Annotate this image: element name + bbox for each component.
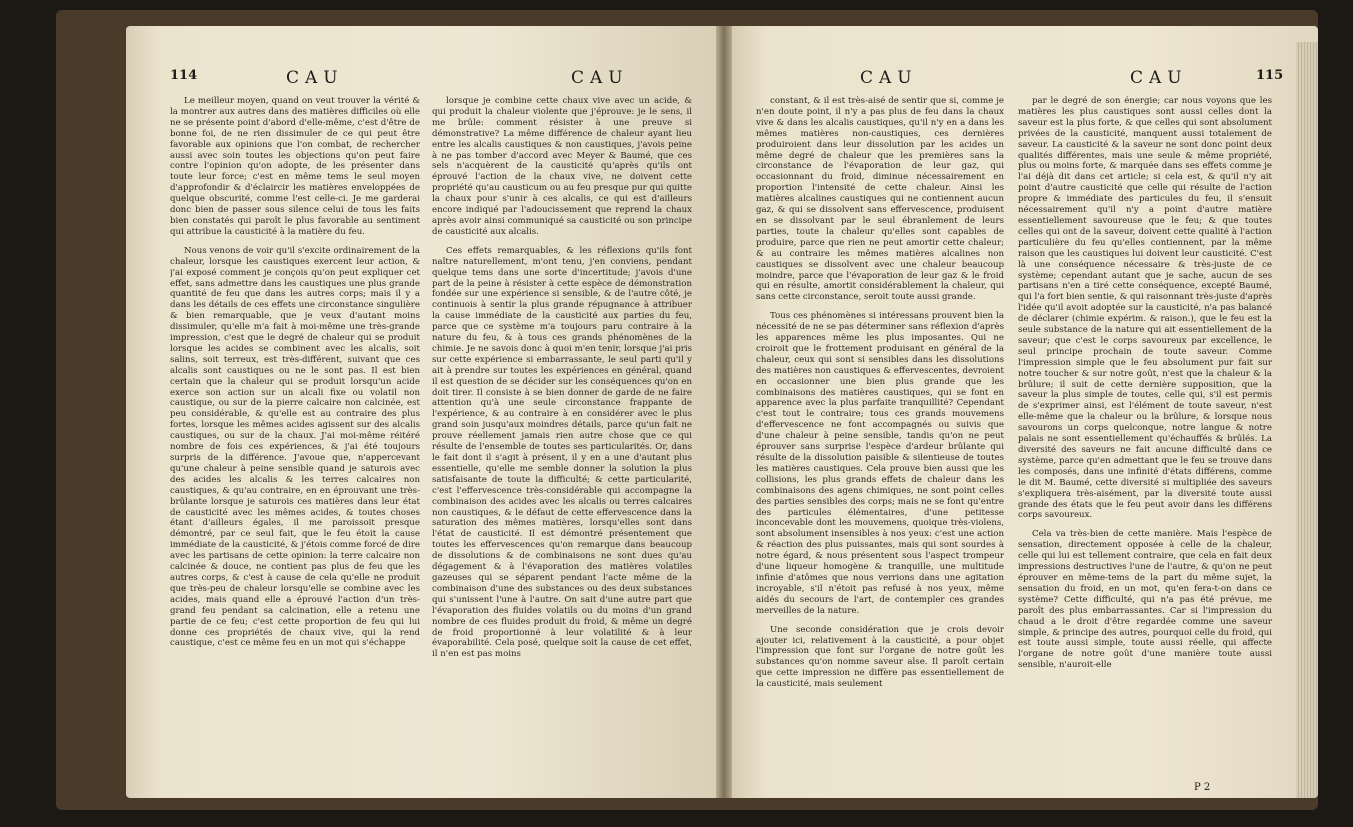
paragraph: constant, & il est très-aisé de sentir que si, comme je n'en doute point, il n'y a pas plus de feu dans la chaux vive & dans les alcalis caustiques, qu'il n'y en a dans les mêmes matières non-caustiques, ces dernières produiroient dans leur dissolution par les acides un même degré de chaleur que les premières sans la circonstance de l'évaporation de leur gaz, qui occasionnant du froid, diminue nécessairement en proportion l'intensité de cette chaleur. Ainsi les matières alcalines caustiques qui ne contiennent aucun gaz, & qui se dissolvent sans effervescence, produisent en se dissolvant par le seul ébranlement de leurs parties, toute la chaleur qu'elles sont capables de produire, parce que rien ne peut amortir cette chaleur; & au contraire les mêmes matières alcalines non caustiques se dissolvent avec une chaleur beaucoup moindre, parce que l'évaporation de leur gaz & le froid qui en résulte, amortit considérablement la chaleur, qui sans cette circonstance, seroit toute aussi grande. — [756, 96, 1004, 303]
paragraph: Tous ces phénomènes si intéressans prouvent bien la nécessité de ne se pas déterminer sans réflexion d'après les apparences même les plus imposantes. Qui ne croiroit que le frottement produisant en général de la chaleur, ceux qui sont si sensibles dans les dissolutions des matières non caustiques & effervescentes, devroient en occasionner une bien plus grande que les combinaisons des matières caustiques, qui se font en apparence avec la plus parfaite tranquillité? Cependant c'est tout le contraire; tous ces grands mouvemens d'effervescence ne font accompagnés ou suivis que d'une chaleur à peine sensible, tandis qu'on ne peut éprouver sans surprise l'espèce d'ardeur brûlante qui résulte de la dissolution paisible & silentieuse de toutes les matières caustiques. Cela prouve bien aussi que les collisions, les plus grands effets de chaleur dans les combinaisons des agens chimiques, ne sont point celles des parties sensibles des corps; mais ne se font qu'entre des particules élémentaires, d'une petitesse inconcevable dont les mouvemens, quoique très-violens, sont absolument insensibles à nos yeux: c'est une action & réaction des plus puissantes, mais qui sont sourdes à notre égard, & nous présentent sous l'aspect trompeur d'une liqueur homogène & tranquille, une multitude infinie d'atômes que nous verrions dans une agitation incroyable, s'il n'étoit pas refusé à nos yeux, même aidés du secours de l'art, de contempler ces grandes merveilles de la nature. — [756, 311, 1004, 616]
running-head: CAU — [286, 68, 344, 88]
page-number: 114 — [170, 68, 198, 83]
running-head: CAU — [571, 68, 629, 88]
text-column-1 — [756, 96, 1004, 786]
paragraph: Cela va très-bien de cette manière. Mais l'espèce de sensation, directement opposée à celle de la chaleur, celle qui lui est tellement contraire, que cela en fait deux impressions destructives l'une de l'autre, & qu'on ne peut éprouver en même-tems de la part du même sujet, la sensation du froid, en un mot, qu'en fera-t-on dans ce système? Cette difficulté, qui n'a pas été prévue, me paroît des plus embarrassantes. Car si l'impression du chaud a le droit d'être regardée comme une saveur simple, & principe des autres, pourquoi celle du froid, qui est toute aussi simple, toute aussi réelle, qui affecte l'organe de notre goût d'une manière toute aussi sensible, n'auroit-elle — [1018, 529, 1272, 671]
open-book — [56, 10, 1318, 810]
text-column-2 — [1018, 96, 1272, 786]
left-page — [126, 26, 716, 798]
book-gutter — [716, 26, 732, 798]
paragraph: Le meilleur moyen, quand on veut trouver la vérité & la montrer aux autres dans des matières difficiles où elle ne se présente point d'abord d'elle-même, c'est d'être de bonne foi, de ne rien dissimuler de ce qui peut être favorable aux opinions que l'on combat, de rechercher aussi avec soin toutes les objections qu'on peut faire contre l'opinion qu'on adopte, de les présenter dans toute leur force; c'est en même tems le seul moyen d'approfondir & d'éclaircir les matières enveloppées de quelque obscurité, comme l'est celle-ci. Je me garderai donc bien de passer sous silence celui de tous les faits bien constatés qui paroît le plus favorable au sentiment qui attribue la causticité à la matière du feu. — [170, 96, 420, 237]
text-column-2 — [432, 96, 692, 786]
text-column-1 — [170, 96, 420, 786]
paragraph: Nous venons de voir qu'il s'excite ordinairement de la chaleur, lorsque les caustiques exercent leur action, & j'ai exposé comment je conçois qu'on peut expliquer cet effet, sans admettre dans les caustiques une plus grande quantité de feu que dans les autres corps; mais il y a dans les détails de ces effets une circonstance singulière & bien remarquable, que je veux d'autant moins dissimuler, qu'elle m'a fait à moi-même une très-grande impression, c'est que le degré de chaleur qui se produit lorsque les acides se combinent avec les alcalis, soit salins, soit terreux, est très-différent, suivant que ces alcalis sont caustiques ou ne le sont pas. Il est bien certain que la chaleur qui se produit lorsqu'un acide exerce son action sur un alcali fixe ou volatil non caustique, ou sur de la pierre calcaire non calcinée, est peu considérable, & qu'elle est au contraire des plus fortes, lorsque les mêmes acides agissent sur des alcalis caustiques, ou sur de la chaux. J'ai moi-même réitéré nombre de fois ces expériences, & j'ai été toujours surpris de la différence. J'avoue que, n'appercevant qu'une chaleur à peine sensible quand je saturois avec des acides les alcalis & les terres calcaires non caustiques, & qu'au contraire, en en éprouvant une très-brûlante lorsque je saturois ces matières dans leur état de causticité avec les mêmes acides, & toutes choses étant d'ailleurs égales, il me paroissoit presque démontré, par ce seul fait, que le feu étoit la cause immédiate de la causticité, & j'étois comme forcé de dire avec les partisans de cette opinion: la terre calcaire non calcinée & douce, ne contient pas plus de feu que les autres corps, & c'est à cause de cela qu'elle ne produit que très-peu de chaleur lorsqu'elle se combine avec les acides, mais quand elle a éprouvé l'action d'un très-grand feu pendant sa calcination, elle a retenu une partie de ce feu; c'est cette proportion de feu qui lui donne ces propriétés de chaux vive, qui la rend caustique, c'est ce même feu en un mot qui s'échappe — [170, 245, 420, 649]
page-edges — [1296, 42, 1318, 798]
paragraph: Une seconde considération que je crois devoir ajouter ici, relativement à la causticité, a pour objet l'impression que font sur l'organe de notre goût les substances qu'on nomme saveur alse. Il paroît certain que cette impression ne diffère pas essentiellement de la causticité, mais seulement — [756, 624, 1004, 690]
page-number: 115 — [1256, 68, 1284, 83]
right-page — [732, 26, 1318, 798]
running-head: CAU — [860, 68, 918, 88]
running-head: CAU — [1130, 68, 1188, 88]
paragraph: Ces effets remarquables, & les réflexions qu'ils font naître naturellement, m'ont tenu, j'en conviens, pendant quelque tems dans une sorte d'incertitude; j'avois d'une part de la peine à résister à cette espèce de démonstration fondée sur une expérience si sensible, & de l'autre côté, je continuois à sentir la plus grande répugnance à attribuer la cause immédiate de la causticité aux parties du feu, parce que ce système m'a toujours paru contraire à la nature du feu, & à tous ces grands phénomènes de la chimie. Je ne savois donc à quoi m'en tenir, lorsque j'ai pris sur cette expérience si embarrassante, le seul parti qu'il y ait à prendre sur toutes les expériences en général, quand il est question de se décider sur les conséquences qu'on en doit tirer. Il consiste à se bien donner de garde de ne faire attention qu'à une seule circonstance frappante de l'expérience, & au contraire à en considérer avec le plus grand soin jusqu'aux moindres détails, parce qu'un fait ne prouve réellement jamais rien autre chose que ce qui résulte de l'ensemble de toutes ses particularités. Or, dans le fait dont il s'agit à présent, il y en a une d'autant plus essentielle, qu'elle me semble donner la solution la plus satisfaisante de toute la difficulté; & cette particularité, c'est l'effervescence très-considérable qui accompagne la combinaison des acides avec les alcalis ou terres calcaires non caustiques, & le défaut de cette effervescence dans la saturation des mêmes matières, lorsqu'elles sont dans l'état de causticité. Il est démontré présentement que toutes les effervescences qu'on remarque dans beaucoup de dissolutions & de combinaisons ne sont dues qu'au dégagement & à l'évaporation des matières volatiles gazeuses qui se séparent pendant l'acte même de la combinaison d'une des substances ou des deux substances qui s'unissent l'une à l'autre. On sait d'une autre part que l'évaporation des fluides volatils ou du moins d'un grand nombre de ces fluides produit du froid, & même un degré de froid proportionné à leur volatilité & à leur évaporabilité. Cela posé, quelque soit la cause de cet effet, il n'en est pas moins — [432, 245, 692, 660]
paragraph: par le degré de son énergie; car nous voyons que les matières les plus caustiques sont aussi celles dont la saveur est la plus forte, & que celles qui sont absolument privées de la causticité, manquent aussi totalement de saveur. La causticité & la saveur ne sont donc point deux qualités différentes, mais une seule & même propriété, plus ou moins forte, & marquée dans ses effets comme je l'ai déjà dit dans cet article; si cela est, & qu'il n'y ait point d'autre causticité que celle qui résulte de l'action propre & immédiate des particules du feu, il s'ensuit nécessairement qu'il n'y a point d'autre matière essentiellement savoureuse que le feu; & que toutes celles qui ont de la saveur, doivent cette qualité à l'action particulière du feu qu'elles contiennent, par la même raison que les caustiques lui doivent leur causticité. C'est là une conséquence nécessaire & très-juste de ce système; cependant autant que je sache, aucun de ses partisans n'en a tiré cette conséquence, excepté Baumé, qui l'a fort bien sentie, & qui raisonnant très-juste d'après l'idée qu'il avoit adoptée sur la causticité, n'a pas balancé de déclarer (chimie expérim. & raison.), que le feu est la seule substance de la nature qui ait essentiellement de la saveur; que c'est le corps savoureux par excellence, le seul principe prochain de toute saveur. Comme l'impression simple que le feu absolument pur fait sur notre toucher & sur notre goût, n'est que la chaleur & la brûlure; il suit de cette dernière supposition, que la saveur la plus simple de toutes, celle qui, s'il est permis de s'exprimer ainsi, est l'élément de toute saveur, n'est elle-même que la chaleur ou la brûlure, & lorsque nous savourons un corps quelconque, notre langue & notre palais ne sont essentiellement qu'échauffés & brûlés. La diversité des saveurs ne fait aucune difficulté dans ce système, parce qu'en admettant que le feu se trouve dans les composés, dans une infinité d'états différens, comme le dit M. Baumé, cette diversité si multipliée des saveurs s'expliquera très-aisément, par la diversité toute aussi grande des états que le feu peut avoir dans les différens corps savoureux. — [1018, 96, 1272, 521]
paragraph: lorsque je combine cette chaux vive avec un acide, & qui produit la chaleur violente que j'éprouve: je le sens, il me brûle: comment résister à une preuve si démonstrative? La même différence de chaleur ayant lieu entre les alcalis caustiques & non caustiques, j'avois peine à ne pas tomber d'accord avec Meyer & Baumé, que ces sels n'acquèrent de la causticité qu'après qu'ils ont éprouvé l'action de la chaux vive, ne doivent cette propriété qu'au causticum ou au feu presque pur qui quitte la chaux pour s'unir à ces alcalis, ce qui est d'ailleurs encore indiqué par l'adoucissement que reprend la chaux après avoir ainsi communiqué sa causticité ou son principe de causticité aux alcalis. — [432, 96, 692, 237]
signature-mark: P 2 — [1194, 782, 1211, 793]
